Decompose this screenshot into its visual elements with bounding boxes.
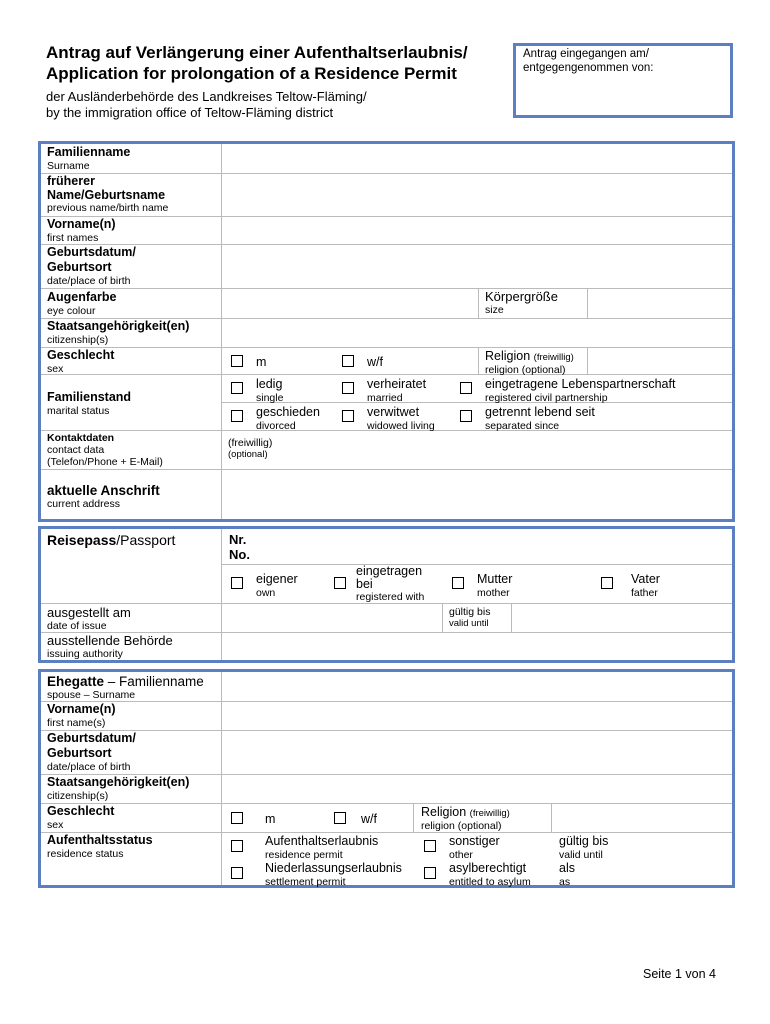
spouse-religion-input[interactable] bbox=[552, 804, 732, 832]
passport-section bbox=[38, 526, 735, 663]
received-box[interactable] bbox=[513, 43, 733, 118]
partnership-checkbox[interactable] bbox=[460, 382, 472, 394]
spouse-birth-label: Geburtsdatum/ Geburtsort date/place of birth bbox=[47, 731, 136, 773]
citizenship-input[interactable] bbox=[222, 319, 732, 347]
eye-colour-label: Augenfarbe eye colour bbox=[47, 290, 117, 317]
spouse-first-name-input[interactable] bbox=[222, 702, 732, 730]
sex-label: Geschlecht sex bbox=[47, 348, 115, 375]
mother-checkbox[interactable] bbox=[452, 577, 464, 589]
settlement-permit-checkbox[interactable] bbox=[231, 867, 243, 879]
height-input[interactable] bbox=[588, 289, 732, 318]
personal-data-section bbox=[38, 141, 735, 522]
religion-input[interactable] bbox=[588, 348, 732, 374]
separated-checkbox[interactable] bbox=[460, 410, 472, 422]
mother-label: Mutter mother bbox=[477, 572, 513, 599]
spouse-sex-wf-checkbox[interactable] bbox=[334, 812, 346, 824]
address-input[interactable] bbox=[222, 470, 732, 519]
separated-label: getrennt lebend seit separated since bbox=[485, 405, 595, 432]
residence-status-label: Aufenthaltsstatus residence status bbox=[47, 833, 153, 860]
marital-label: Familienstand marital status bbox=[47, 390, 132, 417]
title-english: Application for prolongation of a Residence Permit bbox=[46, 64, 457, 83]
birth-label: Geburtsdatum/ Geburtsort date/place of birth bbox=[47, 245, 136, 287]
own-passport-label: eigener own bbox=[256, 572, 298, 599]
spouse-citizenship-input[interactable] bbox=[222, 775, 732, 803]
office-german: der Ausländerbehörde des Landkreises Teltow-Fläming/ bbox=[46, 89, 367, 104]
authority-label: ausstellende Behörde issuing authority bbox=[47, 633, 173, 660]
office-subtitle bbox=[46, 89, 367, 121]
received-label-1: Antrag eingegangen am/ bbox=[523, 48, 649, 60]
spouse-sex-m-label: m bbox=[265, 812, 276, 826]
residence-permit-label: Aufenthaltserlaubnis residence permit bbox=[265, 834, 379, 861]
own-passport-checkbox[interactable] bbox=[231, 577, 243, 589]
residence-permit-checkbox[interactable] bbox=[231, 840, 243, 852]
eye-colour-input[interactable] bbox=[222, 289, 478, 318]
birth-input[interactable] bbox=[222, 245, 732, 288]
page-number: Seite 1 von 4 bbox=[643, 967, 716, 981]
authority-input[interactable] bbox=[222, 633, 732, 660]
married-checkbox[interactable] bbox=[342, 382, 354, 394]
registered-with-label: eingetragen bei registered with bbox=[356, 564, 425, 603]
office-english: by the immigration office of Teltow-Fläming district bbox=[46, 105, 334, 120]
settlement-permit-label: Niederlassungserlaubnis settlement permit bbox=[265, 861, 402, 888]
spouse-sex-m-checkbox[interactable] bbox=[231, 812, 243, 824]
asylum-label: asylberechtigt entitled to asylum bbox=[449, 861, 531, 888]
surname-input[interactable] bbox=[222, 144, 732, 173]
single-label: ledig single bbox=[256, 377, 284, 404]
widowed-label: verwitwet widowed living bbox=[367, 405, 435, 432]
first-name-input[interactable] bbox=[222, 217, 732, 244]
contact-label: Kontaktdaten contact data (Telefon/Phone + E-Mail) bbox=[47, 432, 163, 468]
divorced-label: geschieden divorced bbox=[256, 405, 320, 432]
title-german: Antrag auf Verlängerung einer Aufenthaltserlaubnis/ bbox=[46, 43, 468, 62]
spouse-surname-label: Ehegatte – Familienname spouse – Surname bbox=[47, 674, 204, 701]
height-label: Körpergröße size bbox=[485, 289, 558, 316]
religion-label: Religion (freiwillig) religion (optional) bbox=[485, 349, 574, 376]
citizenship-label: Staatsangehörigkeit(en) citizenship(s) bbox=[47, 319, 190, 346]
address-label: aktuelle Anschrift current address bbox=[47, 483, 160, 510]
issue-date-input[interactable] bbox=[222, 604, 442, 632]
other-status-label: sonstiger other bbox=[449, 834, 500, 861]
sex-wf-checkbox[interactable] bbox=[342, 355, 354, 367]
father-checkbox[interactable] bbox=[601, 577, 613, 589]
spouse-religion-label: Religion (freiwillig) religion (optional) bbox=[421, 805, 510, 832]
spouse-citizenship-label: Staatsangehörigkeit(en) citizenship(s) bbox=[47, 775, 190, 802]
received-label-2: entgegengenommen von: bbox=[523, 62, 654, 74]
sex-wf-label: w/f bbox=[367, 355, 383, 369]
sex-m-label: m bbox=[256, 355, 267, 369]
surname-label: Familienname Surname bbox=[47, 145, 131, 172]
single-checkbox[interactable] bbox=[231, 382, 243, 394]
married-label: verheiratet married bbox=[367, 377, 427, 404]
form-title bbox=[46, 42, 468, 84]
passport-number-label: Nr. No. bbox=[229, 532, 250, 562]
first-name-label: Vorname(n) first names bbox=[47, 217, 116, 244]
widowed-checkbox[interactable] bbox=[342, 410, 354, 422]
spouse-section bbox=[38, 669, 735, 888]
passport-number-input[interactable] bbox=[281, 530, 731, 563]
partnership-label: eingetragene Lebenspartnerschaft registered civil partnership bbox=[485, 377, 676, 404]
other-status-checkbox[interactable] bbox=[424, 840, 436, 852]
spouse-sex-label: Geschlecht sex bbox=[47, 804, 115, 831]
spouse-birth-input[interactable] bbox=[222, 731, 732, 774]
spouse-surname-input[interactable] bbox=[222, 673, 732, 701]
contact-optional: (freiwillig) (optional) bbox=[228, 437, 273, 460]
issue-date-label: ausgestellt am date of issue bbox=[47, 605, 131, 632]
previous-name-label: früherer Name/Geburtsname previous name/birth name bbox=[47, 174, 169, 214]
divorced-checkbox[interactable] bbox=[231, 410, 243, 422]
spouse-as-label: als as bbox=[559, 861, 575, 888]
spouse-first-name-label: Vorname(n) first name(s) bbox=[47, 702, 116, 729]
valid-until-input[interactable] bbox=[512, 604, 732, 632]
father-label: Vater father bbox=[631, 572, 660, 599]
previous-name-input[interactable] bbox=[222, 174, 732, 216]
passport-label: Reisepass/Passport bbox=[47, 532, 176, 548]
registered-with-checkbox[interactable] bbox=[334, 577, 346, 589]
asylum-checkbox[interactable] bbox=[424, 867, 436, 879]
spouse-valid-until-label: gültig bis valid until bbox=[559, 834, 609, 861]
sex-m-checkbox[interactable] bbox=[231, 355, 243, 367]
spouse-sex-wf-label: w/f bbox=[361, 812, 377, 826]
valid-until-label: gültig bis valid until bbox=[449, 606, 491, 629]
